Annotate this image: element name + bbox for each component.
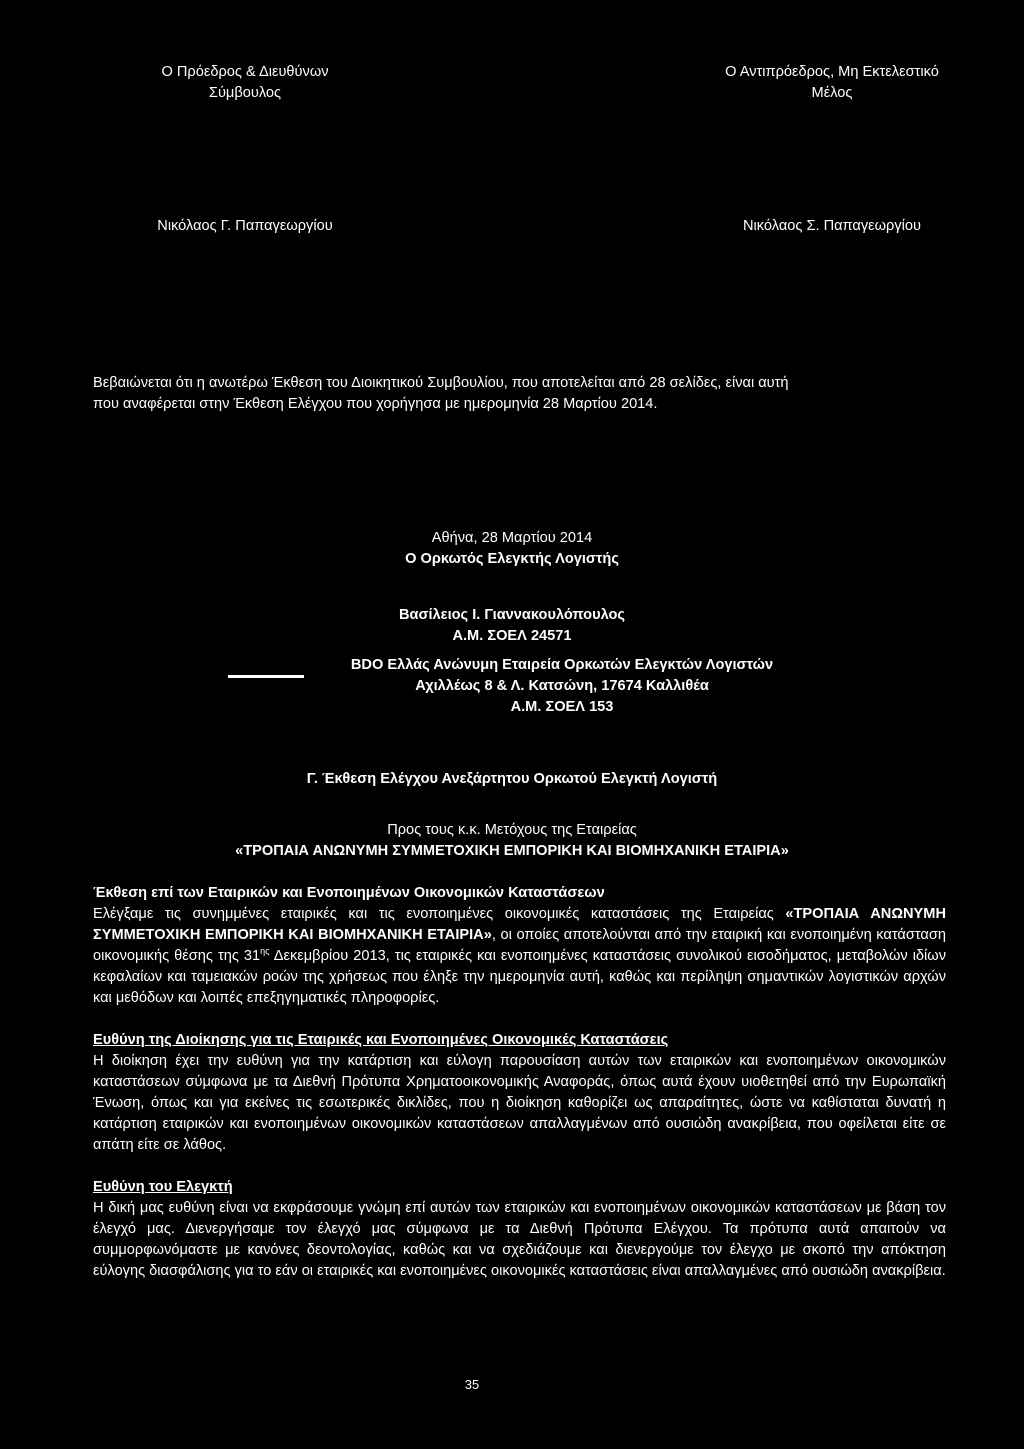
paragraph-heading: Ευθύνη της Διοίκησης για τις Εταιρικές και Ενοποιημένες Οικονομικές Καταστάσεις <box>93 1032 669 1048</box>
signatory-name-right: Νικόλαος Σ. Παπαγεωργίου <box>743 218 921 234</box>
auditor-date-block <box>200 528 824 570</box>
paragraph-text: Η δική μας ευθύνη είναι να εκφράσουμε γνώμη επί αυτών των εταιρικών και ενοποιημένων οικονομικών καταστάσεων με βάση τον έλεγχό μας. Διενεργήσαμε τον έλεγχό μας σύμφωνα με τα Διεθνή Πρότυπα Ελέγχου. Τα πρότυπα αυτά απαιτούν να συμμορφωνόμαστε με κανόνες δεοντολογίας, καθώς και να σχεδιάζουμε και διενεργούμε τον έλεγχο με σκοπό την απόκτηση εύλογης διασφάλισης για το εάν οι εταιρικές και ενοποιημένες οικονομικές καταστάσεις είναι απαλλαγμένες από ουσιώδη ανακρίβεια. <box>93 1200 946 1279</box>
paragraph-heading: Έκθεση επί των Εταιρικών και Ενοποιημένων Οικονομικών Καταστάσεων <box>93 885 605 901</box>
paragraph-text: Η διοίκηση έχει την ευθύνη για την κατάρτιση και εύλογη παρουσίαση αυτών των εταιρικών και ενοποιημένων οικονομικών καταστάσεων σύμφωνα με τα Διεθνή Πρότυπα Χρηματοοικονομικής Αναφοράς, όπως αυτά έχουν υιοθετηθεί από την Ευρωπαϊκή Ένωση, όπως και για εκείνες τις εσωτερικές δικλίδες, που η διοίκηση καθορίζει ως απαραίτητες, ώστε να καθίσταται δυνατή η κατάρτιση εταιρικών και ενοποιημένων οικονομικών καταστάσεων απαλλαγμένων από ουσιώδη ανακρίβεια, που οφείλεται είτε σε απάτη είτε σε λάθος. <box>93 1053 946 1153</box>
place-date: Αθήνα, 28 Μαρτίου 2014 <box>431 530 593 546</box>
paragraph-financial-statements <box>93 883 946 1009</box>
signature-title-left <box>120 62 370 104</box>
paragraph-text: Ελέγξαμε τις συνημμένες εταιρικές και τις ενοποιημένες οικονομικές καταστάσεις της Εταιρείας «ΤΡΟΠΑΙΑ ΑΝΩΝΥΜΗ ΣΥΜΜΕΤΟΧΙΚΗ ΕΜΠΟΡΙΚΗ ΚΑΙ ΒΙΟΜΗΧΑΝΙΚΗ ΕΤΑΙΡΙΑ», οι οποίες αποτελούνται από την εταιρική και ενοποιημένη κατάσταση οικονομικής θέσης της $31^{\eta\varsigma}$ Δεκεμβρίου 2013, τις εταιρικές και ενοποιημένες καταστάσεις συνολικού εισοδήματος, μεταβολών ιδίων κεφαλαίων και ταμειακών ροών της χρήσεως που έληξε την ημερομηνία αυτή, καθώς και περίληψη σημαντικών λογιστικών αρχών και μεθόδων και λοιπές επεξηγηματικές πληροφορίες. <box>93 906 946 1006</box>
signature-title-left-line2: Σύμβουλος <box>208 85 282 101</box>
audit-firm-name: BDO Ελλάς Ανώνυμη Εταιρεία Ορκωτών Ελεγκτών Λογιστών <box>350 657 774 673</box>
company-name: «ΤΡΟΠΑΙΑ ΑΝΩΝΥΜΗ ΣΥΜΜΕΤΟΧΙΚΗ ΕΜΠΟΡΙΚΗ ΚΑΙ ΒΙΟΜΗΧΑΝΙΚΗ ΕΤΑΙΡΙΑ» <box>235 843 789 859</box>
signature-title-right <box>682 62 982 104</box>
auditor-role: Ο Ορκωτός Ελεγκτής Λογιστής <box>405 551 619 567</box>
signatory-name-left: Νικόλαος Γ. Παπαγεωργίου <box>157 218 333 234</box>
audit-firm-address: Αχιλλέως 8 & Λ. Κατσώνη, 17674 Καλλιθέα <box>415 678 709 694</box>
certification-statement <box>93 373 943 415</box>
auditor-signature-block <box>200 605 824 647</box>
certification-line-2: που αναφέρεται στην Έκθεση Ελέγχου που χορήγησα με ημερομηνία 28 Μαρτίου 2014. <box>93 396 658 412</box>
certification-line-1: Βεβαιώνεται ότι η ανωτέρω Έκθεση του Διοικητικού Συμβουλίου, που αποτελείται από 28 σελίδες, είναι αυτή <box>93 375 789 391</box>
audit-firm-block <box>250 655 874 718</box>
page-number: 35 <box>464 1377 480 1392</box>
paragraph-heading: Ευθύνη του Ελεγκτή <box>93 1179 233 1195</box>
paragraph-auditor-responsibility <box>93 1177 946 1282</box>
auditor-registration: Α.Μ. ΣΟΕΛ 24571 <box>452 628 572 644</box>
signature-title-left-line1: Ο Πρόεδρος & Διευθύνων <box>161 64 329 80</box>
audit-firm-registration: Α.Μ. ΣΟΕΛ 153 <box>510 699 614 715</box>
section-title: Γ. Έκθεση Ελέγχου Ανεξάρτητου Ορκωτού Ελεγκτή Λογιστή <box>306 771 718 787</box>
signature-title-right-line2: Μέλος <box>811 85 853 101</box>
paragraph-management-responsibility <box>93 1030 946 1156</box>
auditor-name: Βασίλειος Ι. Γιαννακουλόπουλος <box>398 607 626 623</box>
report-body <box>93 883 946 1303</box>
signature-title-right-line1: Ο Αντιπρόεδρος, Μη Εκτελεστικό <box>725 64 939 80</box>
addressee-block <box>100 820 924 862</box>
addressee-line: Προς τους κ.κ. Μετόχους της Εταιρείας <box>387 822 637 838</box>
